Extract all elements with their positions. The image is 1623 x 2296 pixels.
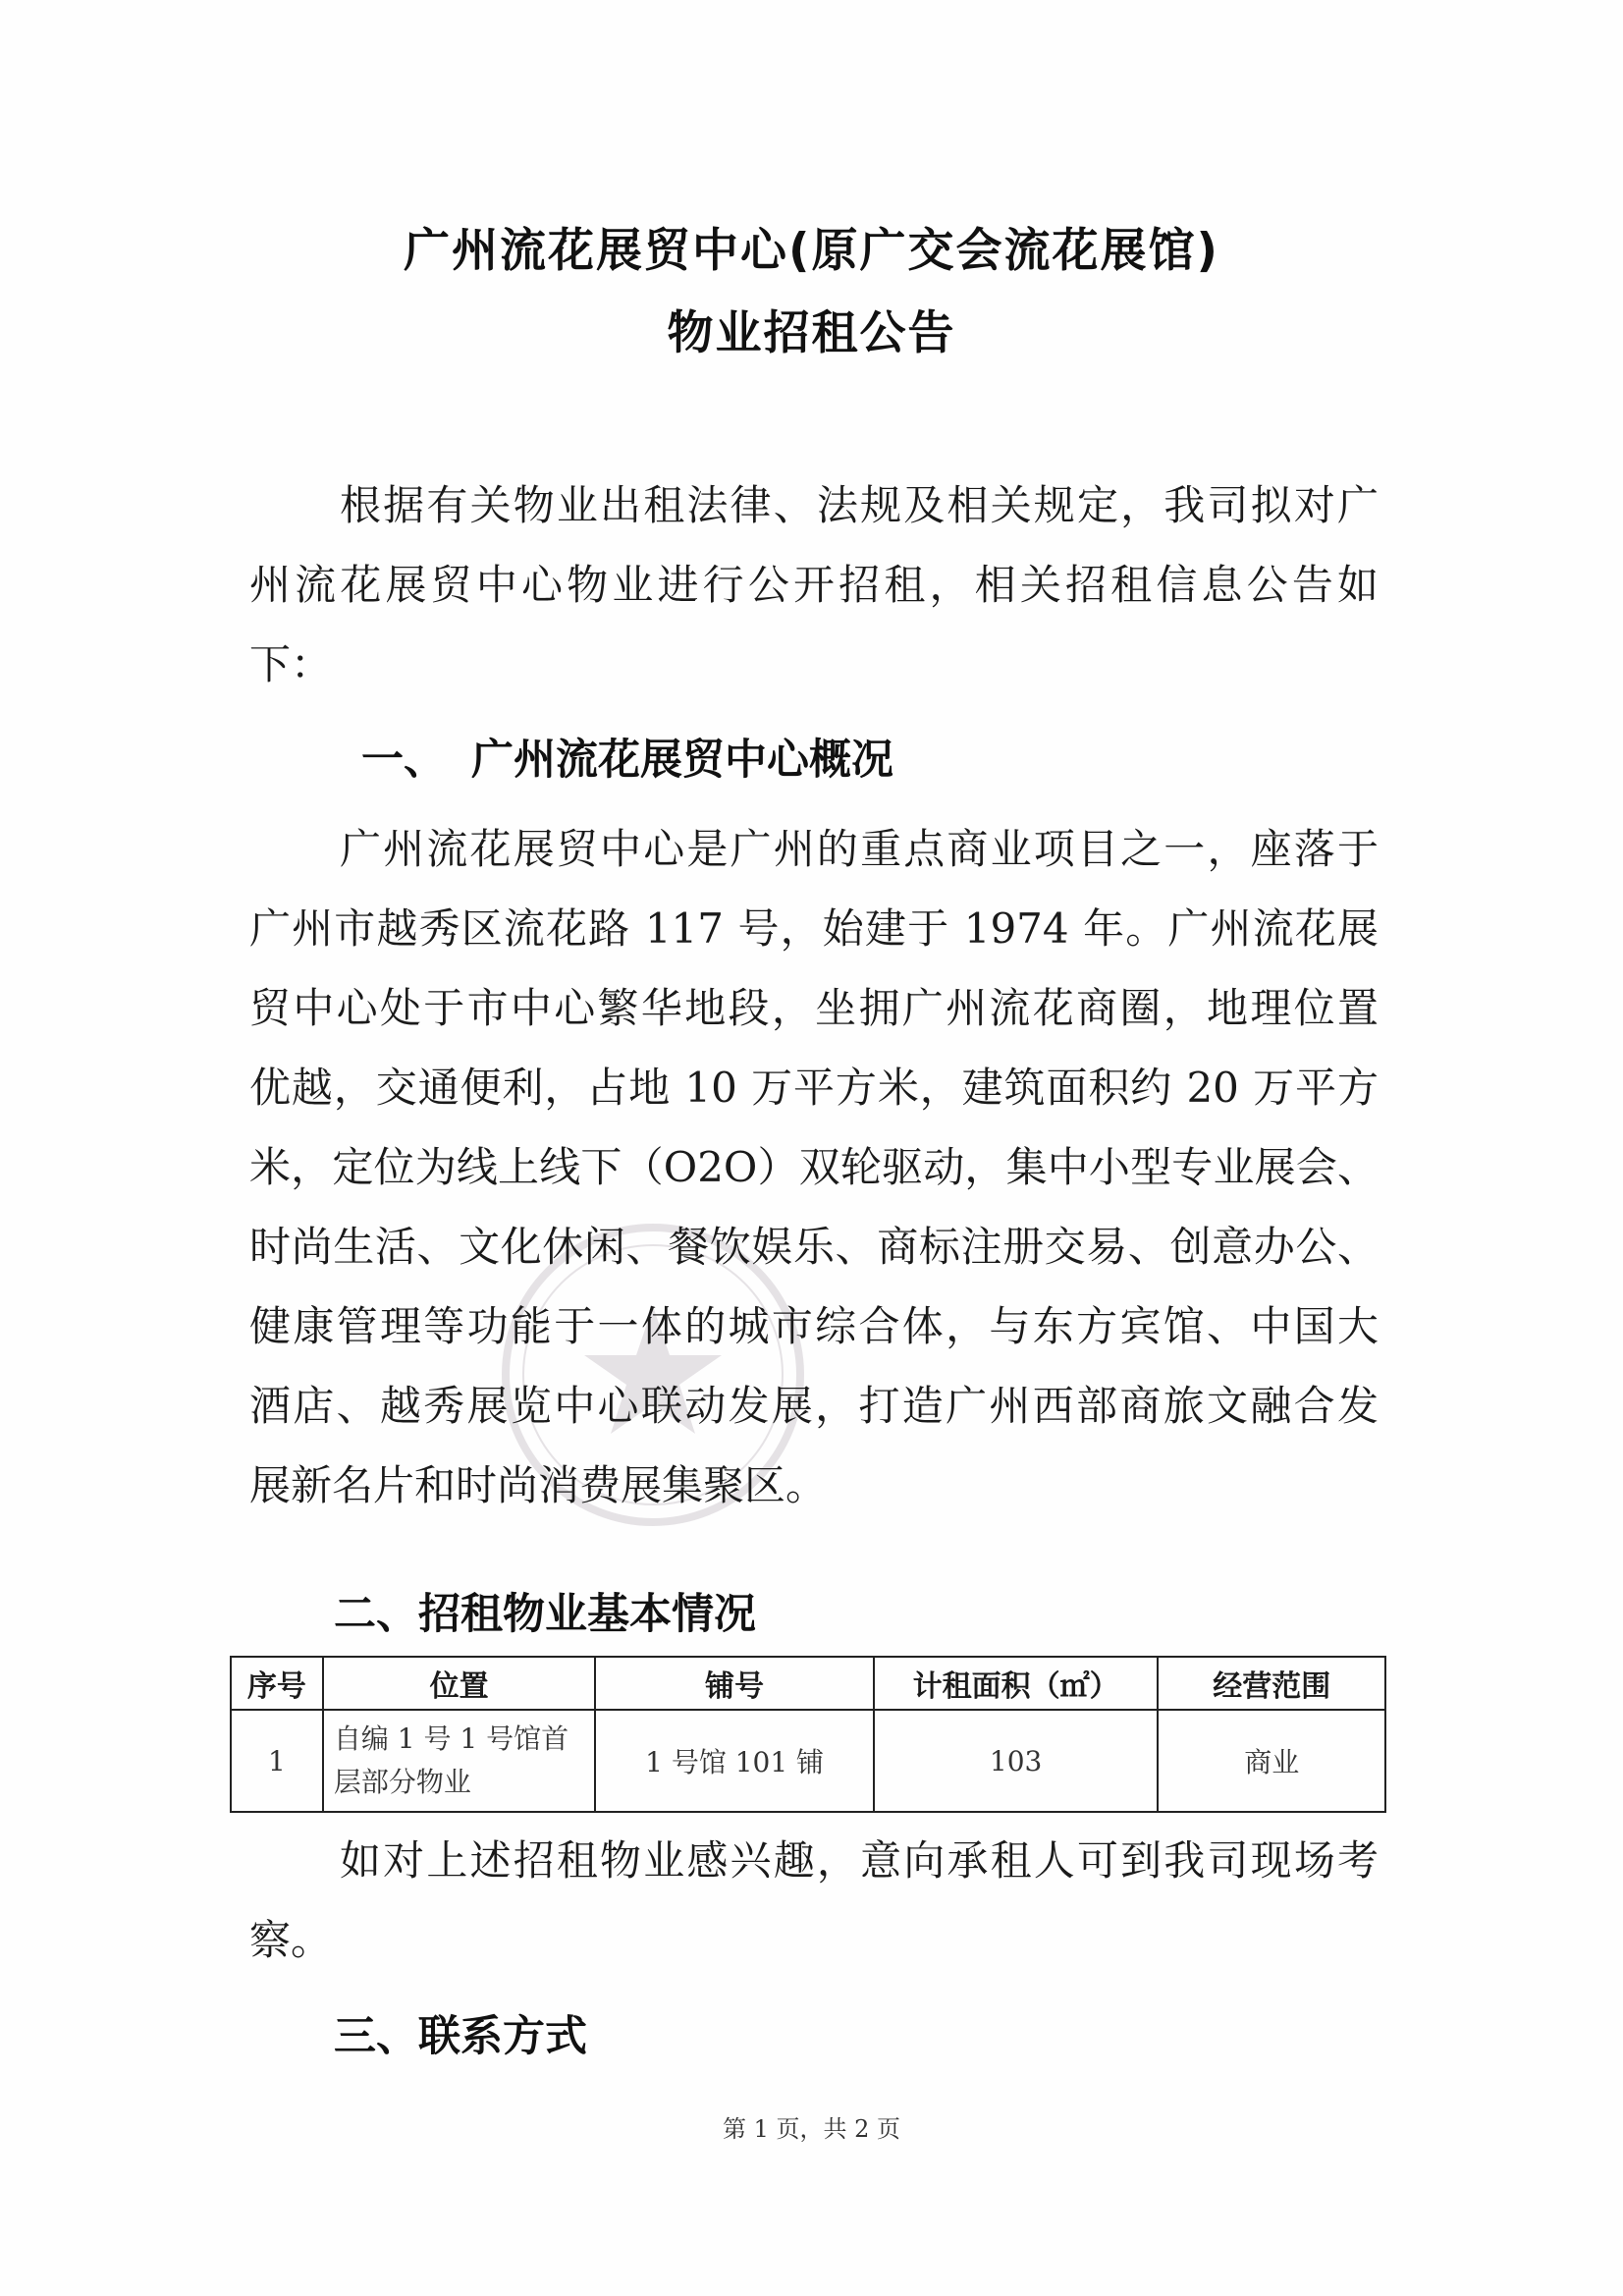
section-2-after-line-1: 如对上述招租物业感兴趣，意向承租人可到我司现场考 [340,1836,1379,1885]
table-header-cell: 序号 [231,1657,323,1710]
table-header-cell: 计租面积（㎡） [874,1657,1159,1710]
document-title-line1: 广州流花展贸中心(原广交会流花展馆) [404,224,1219,278]
table-cell-location [323,1710,595,1812]
section-1-line: 贸中心处于市中心繁华地段，坐拥广州流花商圈，地理位置 [249,984,1379,1032]
section-1-line: 优越，交通便利，占地 10 万平方米，建筑面积约 20 万平方 [249,1064,1379,1112]
section-2-heading: 二、招租物业基本情况 [334,1590,756,1639]
rental-property-table [230,1656,1386,1813]
section-1-line: 时尚生活、文化休闲、餐饮娱乐、商标注册交易、创意办公、 [249,1223,1379,1271]
section-1-line: 健康管理等功能于一体的城市综合体，与东方宾馆、中国大 [249,1302,1379,1350]
section-1-line: 展新名片和时尚消费展集聚区。 [249,1461,828,1509]
table-cell-shop: 1 号馆 101 铺 [595,1710,874,1812]
section-3-heading: 三、联系方式 [334,2012,587,2061]
intro-line-1: 根据有关物业出租法律、法规及相关规定，我司拟对广 [340,481,1379,529]
page-number-footer: 第 1 页，共 2 页 [722,2115,901,2143]
table-header-cell: 经营范围 [1158,1657,1385,1710]
section-1-line: 广州市越秀区流花路 117 号，始建于 1974 年。广州流花展 [249,904,1379,953]
table-cell-scope: 商业 [1158,1710,1385,1812]
table-header-cell: 位置 [323,1657,595,1710]
table-row [231,1710,1385,1812]
intro-line-2: 州流花展贸中心物业进行公开招租，相关招租信息公告如 [249,561,1379,609]
document-title-line2: 物业招租公告 [667,306,956,360]
section-2-after-line-2: 察。 [249,1916,333,1964]
section-1-heading [361,727,893,787]
section-1-line: 酒店、越秀展览中心联动发展，打造广州西部商旅文融合发 [249,1382,1379,1430]
intro-line-3: 下： [249,640,333,688]
table-header-cell: 铺号 [595,1657,874,1710]
section-1-line: 米，定位为线上线下（O2O）双轮驱动，集中小型专业展会、 [249,1143,1379,1191]
table-cell-area: 103 [874,1710,1159,1812]
location-line: 层部分物业 [333,1766,471,1798]
section-1-number: 一、 [361,736,446,785]
section-1-line: 广州流花展贸中心是广州的重点商业项目之一，座落于 [340,825,1379,873]
location-line: 自编 1 号 1 号馆首 [333,1722,569,1755]
section-1-title: 广州流花展贸中心概况 [471,736,893,785]
table-cell-index: 1 [231,1710,323,1812]
table-header-row [231,1657,1385,1710]
